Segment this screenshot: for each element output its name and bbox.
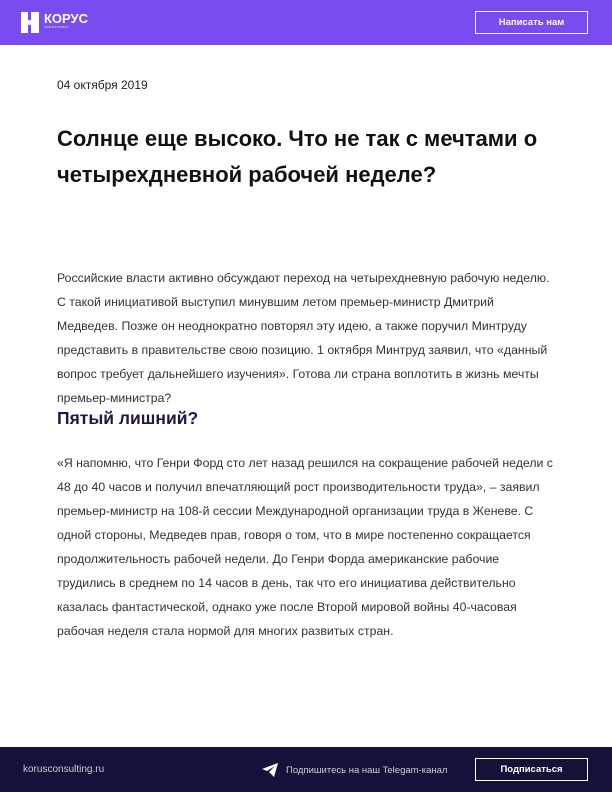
telegram-text: Подпишитесь на наш Telegam-канал [286,764,448,776]
telegram-link[interactable] [262,763,447,777]
section-heading: Пятый лишний? [57,408,199,428]
article-intro: Российские власти активно обсуждают переход на четырехдневную рабочую неделю. С такой инициативой выступил минувшим летом премьер-министр Дмитрий Медведев. Позже он неоднократно повторял эту идею, а также поручил Минтруду представить в правительстве свою позицию. 1 октября Минтруд заявил, что «данный вопрос требует дальнейшего изучения». Готова ли страна воплотить в жизнь мечты премьер-министра? [57,271,550,405]
section-text: «Я напомню, что Генри Форд сто лет назад решился на сокращение рабочей недели с 48 до 40 часов и получил впечатляющий рост производительности труда», – заявил премьер-министр на 108-й сессии Международной организации труда в Женеве. С одной стороны, Медведев прав, говоря о том, что в мире постепенно сокращается продолжительность рабочей недели. До Генри Форда американские рабочие трудились в среднем по 14 часов в день, так что его инициатива действительно казалась фантастической, однако уже после Второй мировой войны 40-часовая рабочая неделя стала нормой для многих развитых стран. [57,456,553,638]
footer [0,747,612,792]
logo[interactable] [21,12,88,33]
contact-us-button[interactable]: Написать нам [475,11,588,34]
subscribe-button[interactable]: Подписаться [475,758,588,781]
article-date: 04 октября 2019 [57,78,148,92]
logo-mark-icon [21,12,41,33]
logo-subtext: КОНСАЛТИНГ [44,25,70,29]
site-link[interactable]: korusconsulting.ru [23,764,105,775]
header [0,0,612,45]
telegram-icon [262,763,278,777]
article-title: Солнце еще высоко. Что не так с мечтами о четырехдневной рабочей неделе? [57,126,538,187]
logo-text: КОРУС [44,11,89,26]
